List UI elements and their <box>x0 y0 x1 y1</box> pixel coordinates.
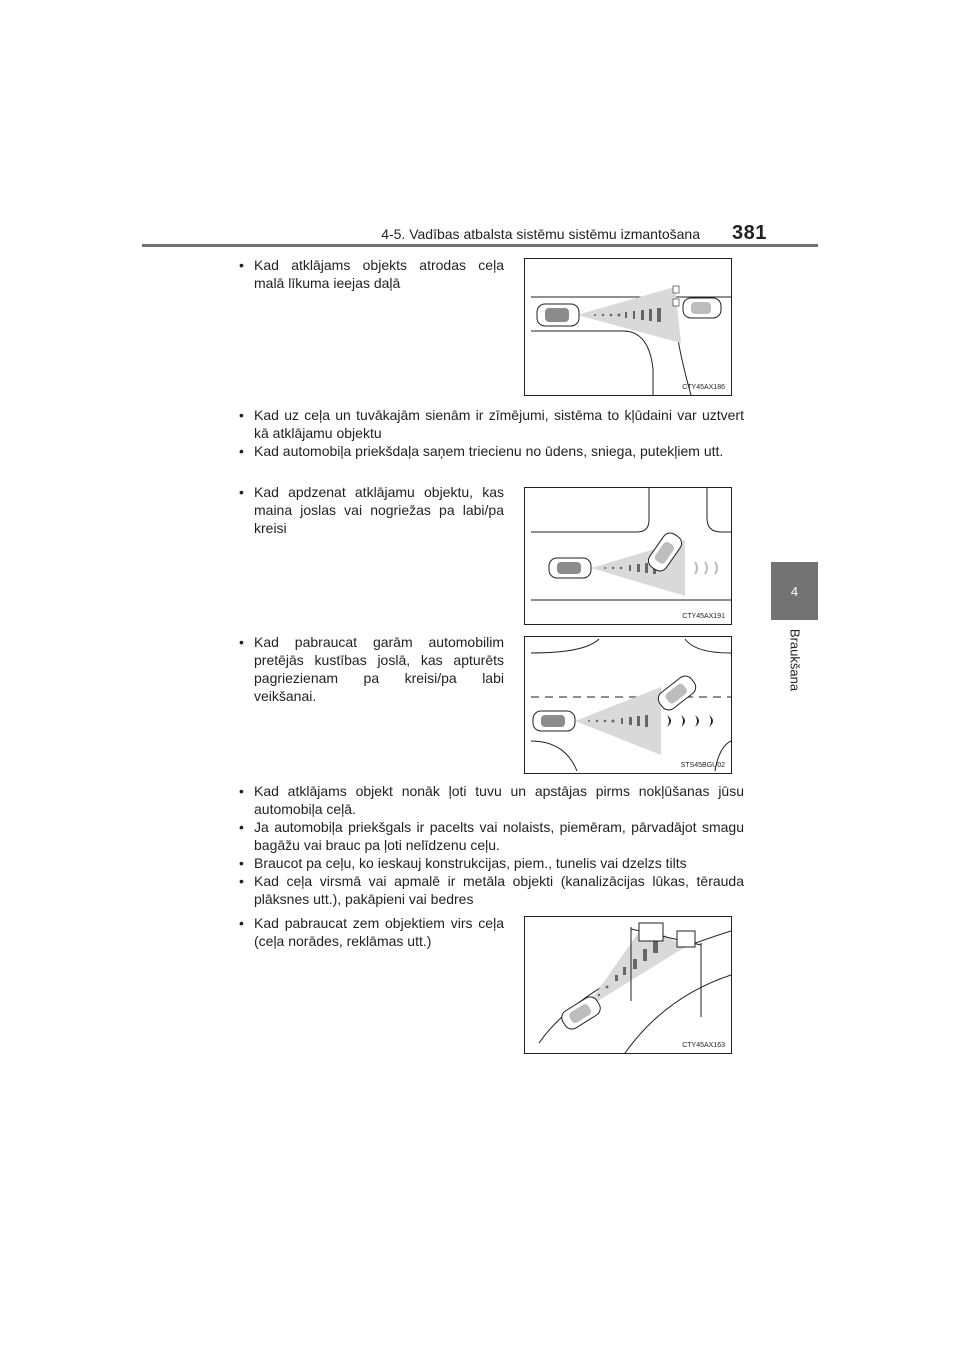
bullet-list-curve <box>238 256 504 292</box>
list-item: • Kad apdzenat atklājamu objektu, kas maina joslas vai nogriežas pa labi/pa kreisi <box>238 483 504 537</box>
list-item: • Kad atklājams objekts atrodas ceļa malā līkuma ieejas daļā <box>238 256 504 292</box>
bullet-list-overhead <box>238 914 504 950</box>
chapter-label: Braukšana <box>787 628 803 692</box>
figure-curve-entrance <box>524 258 732 396</box>
bullet-list-markings <box>238 406 744 460</box>
oncoming-turning-vehicle-illustration <box>525 637 731 773</box>
list-item: • Braucot pa ceļu, ko ieskauj konstrukcijas, piem., tunelis vai dzelzs tilts <box>238 854 744 872</box>
turning-vehicle-illustration <box>525 488 731 624</box>
curve-entrance-illustration <box>525 259 731 395</box>
figure-code: CTY45AX163 <box>682 1042 725 1049</box>
section-title: 4-5. Vadības atbalsta sistēmu sistēmu izmantošana <box>381 226 700 242</box>
figure-oncoming-vehicle <box>524 636 732 774</box>
figure-turning-vehicle <box>524 487 732 625</box>
chapter-tab <box>771 562 818 620</box>
chapter-number: 4 <box>790 583 799 599</box>
list-item: • Kad automobiļa priekšdaļa saņem triecienu no ūdens, sniega, putekļiem utt. <box>238 442 744 460</box>
list-item: • Kad uz ceļa un tuvākajām sienām ir zīmējumi, sistēma to kļūdaini var uztvert kā atklājamu objektu <box>238 406 744 442</box>
figure-code: CTY45AX191 <box>682 613 725 620</box>
figure-code: STS45BGU02 <box>680 762 725 769</box>
figure-code: CTY45AX186 <box>682 384 725 391</box>
list-item: • Kad atklājams objekt nonāk ļoti tuvu un apstājas pirms nokļūšanas jūsu automobiļa ceļā. <box>238 782 744 818</box>
bullet-list-overtake <box>238 483 504 537</box>
figure-overhead-sign <box>524 916 732 1054</box>
page-number: 381 <box>732 222 767 244</box>
list-item: • Kad ceļa virsmā vai apmalē ir metāla objekti (kanalizācijas lūkas, tērauda plāksnes utt.), pakāpieni vai bedres <box>238 872 744 908</box>
list-item: • Ja automobiļa priekšgals ir pacelts vai nolaists, piemēram, pārvadājot smagu bagāžu vai brauc pa ļoti nelīdzenu ceļu. <box>238 818 744 854</box>
list-item: • Kad pabraucat zem objektiem virs ceļa (ceļa norādes, reklāmas utt.) <box>238 914 504 950</box>
header-divider <box>142 244 818 247</box>
overhead-sign-illustration <box>525 917 731 1053</box>
list-item: • Kad pabraucat garām automobilim pretējās kustības joslā, kas apturēts pagriezienam pa kreisi/pa labi veikšanai. <box>238 633 504 705</box>
bullet-list-conditions <box>238 782 744 908</box>
bullet-list-oncoming <box>238 633 504 705</box>
